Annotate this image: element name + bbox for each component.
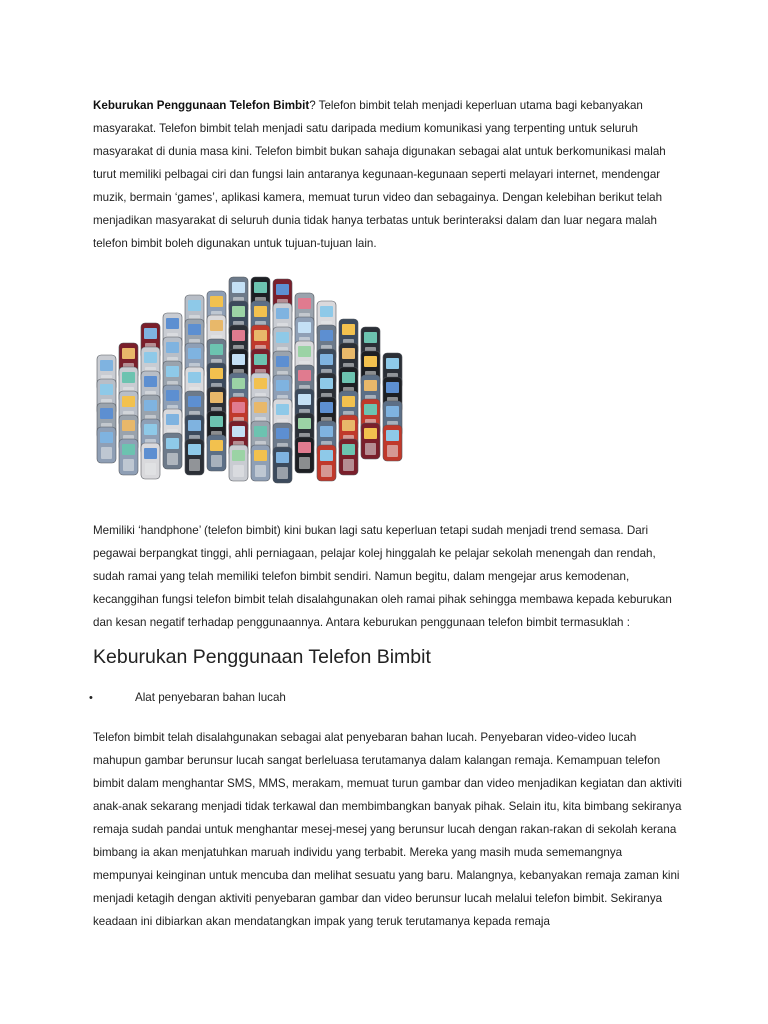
phone-icon — [295, 437, 314, 473]
phone-icon — [229, 445, 248, 481]
bullet-text: Alat penyebaran bahan lucah — [135, 691, 286, 704]
phones-collage-svg — [93, 267, 418, 489]
phone-icon — [339, 439, 358, 475]
phone-icon — [361, 423, 380, 459]
paragraph-2: Memiliki ‘handphone’ (telefon bimbit) kini bukan lagi satu keperluan tetapi sudah menjadi trend semasa. Dari pegawai berpangkat tinggi, ahli perniagaan, pelajar kolej hinggalah ke pelajar sekolah menengah dan rendah, sudah ramai yang telah memiliki telefon bimbit sendiri. Namun begitu, dalam mengejar arus kemodenan, kecanggihan fungsi telefon bimbit telah disalahgunakan oleh ramai pihak sehingga membawa kepada keburukan dan kesan negatif terhadap penggunaannya. Antara keburukan penggunaan telefon bimbit termasuklah : — [93, 524, 672, 629]
section-heading: Keburukan Penggunaan Telefon Bimbit — [93, 646, 431, 668]
intro-text: ? Telefon bimbit telah menjadi keperluan utama bagi kebanyakan masyarakat. Telefon bimbit telah menjadi satu daripada medium komunikasi yang terpenting untuk seluruh masyarakat di dunia masa kini. Telefon bimbit bukan sahaja digunakan sebagai alat untuk berkomunikasi malah turut memiliki pelbagai ciri dan fungsi lain antaranya kegunaan-kegunaan seperti melayari internet, mendengar muzik, bermain ‘games’, aplikasi kamera, memuat turun video dan sebagainya. Dengan kelebihan berikut telah menjadikan masyarakat di seluruh dunia tidak hanya terbatas untuk berinteraksi dalam dan luar negara malah telefon bimbit boleh digunakan untuk tujuan-tujuan lain. — [93, 99, 666, 250]
intro-paragraph — [93, 94, 683, 255]
phone-icon — [185, 439, 204, 475]
document-page — [89, 94, 683, 933]
bullet-item — [89, 688, 683, 708]
phone-icon — [141, 443, 160, 479]
bullet-marker: • — [89, 692, 93, 704]
mobile-phones-collage-image — [93, 267, 418, 489]
phone-icon — [97, 427, 116, 463]
phone-icon — [251, 445, 270, 481]
intro-bold-title: Keburukan Penggunaan Telefon Bimbit — [93, 99, 310, 112]
phone-icon — [317, 445, 336, 481]
phone-icon — [207, 435, 226, 471]
phone-icon — [383, 425, 402, 461]
paragraph-3: Telefon bimbit telah disalahgunakan sebagai alat penyebaran bahan lucah. Penyebaran video-video lucah mahupun gambar berunsur lucah sangat berleluasa terutamanya dalam kalangan remaja. Kemampuan telefon bimbit dalam menghantar SMS, MMS, merakam, memuat turun gambar dan video menjadikan kegiatan dan aktiviti anak-anak sekarang menjadi tidak terkawal dan membimbangkan banyak pihak. Selain itu, kita bimbang sekiranya remaja sudah pandai untuk menghantar mesej-mesej yang berunsur lucah dengan rakan-rakan di sekolah kerana bimbang ia akan menjatuhkan maruah individu yang terbabit. Mereka yang masih muda sememangnya mempunyai keinginan untuk mencuba dan melihat sesuatu yang baru. Malangnya, kebanyakan remaja zaman kini menjadi ketagih dengan aktiviti penyebaran gambar dan video berunsur lucah melalui telefon bimbit. Sekiranya keadaan ini dibiarkan akan mendatangkan impak yang teruk terutamanya kepada remaja — [93, 731, 682, 928]
phone-icon — [273, 447, 292, 483]
phone-icon — [163, 433, 182, 469]
phone-icon — [119, 439, 138, 475]
